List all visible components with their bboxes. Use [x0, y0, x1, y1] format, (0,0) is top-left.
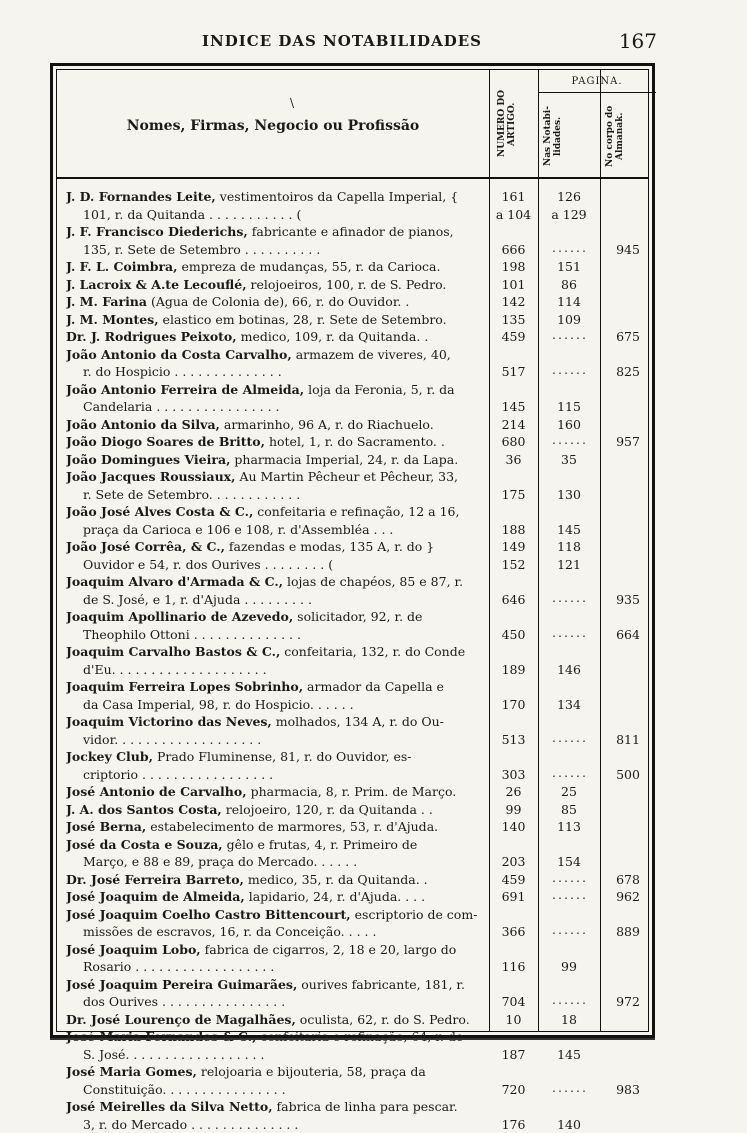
table-row [57, 626, 648, 644]
entry-text [83, 1081, 486, 1099]
entry-text [66, 976, 486, 994]
entry-description: praça da Carioca e 106 e 108, r. d'Assembléa . . . [83, 522, 393, 537]
table-row [57, 1011, 648, 1029]
artigo-number: 36 [489, 451, 538, 469]
entry-description: fazendas e modas, 135 A, r. do } [225, 539, 434, 554]
table-row [57, 836, 648, 854]
entry-text [66, 416, 486, 434]
table-row [57, 258, 648, 276]
entry-text [66, 801, 486, 819]
table-inner-border [56, 69, 649, 1032]
notabilidades-page: 145 [538, 521, 600, 539]
entry-description: fabrica de cigarros, 2, 18 e 20, largo do [201, 942, 457, 957]
table-row [57, 556, 648, 574]
entry-text [66, 836, 486, 854]
entry-text [66, 381, 486, 399]
table-row [57, 661, 648, 679]
entry-text [66, 888, 486, 906]
entry-description: loja da Feronia, 5, r. da [304, 382, 454, 397]
artigo-number: 303 [489, 766, 538, 784]
corpo-page: 945 [600, 241, 656, 259]
table-row [57, 888, 648, 906]
entry-description: medico, 109, r. da Quitanda. . [237, 329, 429, 344]
entry-description: armarinho, 96 A, r. do Riachuelo. [220, 417, 434, 432]
notabilidades-page: 134 [538, 696, 600, 714]
notabilidades-page: 160 [538, 416, 600, 434]
artigo-number: 135 [489, 311, 538, 329]
artigo-number: 188 [489, 521, 538, 539]
artigo-number: 145 [489, 398, 538, 416]
notabilidades-page: 85 [538, 801, 600, 819]
entry-name: J. D. Fornandes Leite, [66, 189, 216, 204]
entry-text [66, 818, 486, 836]
entry-name: J. F. L. Coimbra, [66, 259, 178, 274]
entry-text [66, 1063, 486, 1081]
entry-name: Jockey Club, [66, 749, 153, 764]
artigo-number: 214 [489, 416, 538, 434]
notabilidades-page: 99 [538, 958, 600, 976]
entry-text [83, 696, 486, 714]
artigo-number: 10 [489, 1011, 538, 1029]
table-row [57, 223, 648, 241]
table-row [57, 1098, 648, 1116]
entry-description: armazem de viveres, 40, [292, 347, 451, 362]
corpo-page: 500 [600, 766, 656, 784]
entry-description: fabrica de linha para pescar. [273, 1099, 458, 1114]
entry-text [66, 293, 486, 311]
artigo-number: 666 [489, 241, 538, 259]
notabilidades-page: 151 [538, 258, 600, 276]
entry-text [66, 1098, 486, 1116]
entry-name: J. F. Francisco Diederichs, [66, 224, 248, 239]
table-row [57, 748, 648, 766]
notabilidades-page: ...... [538, 871, 600, 889]
artigo-number: 704 [489, 993, 538, 1011]
entry-description: confeitaria, 132, r. do Conde [280, 644, 465, 659]
entry-text [83, 486, 486, 504]
table-row [57, 923, 648, 941]
entry-name: J. Lacroix & A.te Lecouflé, [66, 277, 247, 292]
corpo-page: 664 [600, 626, 656, 644]
artigo-number: 116 [489, 958, 538, 976]
entry-text [83, 626, 486, 644]
entry-description: relojoaria e bijouteria, 58, praça da [197, 1064, 426, 1079]
entry-name: João Antonio da Costa Carvalho, [66, 347, 292, 362]
table-row [57, 696, 648, 714]
entry-description: molhados, 134 A, r. do Ou- [272, 714, 444, 729]
table-row [57, 906, 648, 924]
entry-description: dos Ourives . . . . . . . . . . . . . . . . [83, 994, 285, 1009]
notabilidades-page: ...... [538, 626, 600, 644]
entry-description: criptorio . . . . . . . . . . . . . . . . . [83, 767, 273, 782]
name-column-header: Nomes, Firmas, Negocio ou Profissão [57, 118, 489, 134]
entry-text [83, 206, 486, 224]
entry-description: vidor. . . . . . . . . . . . . . . . . . . [83, 732, 261, 747]
table-row [57, 538, 648, 556]
entry-name: Dr. José Ferreira Barreto, [66, 872, 244, 887]
entry-name: José Maria Gomes, [66, 1064, 197, 1079]
artigo-number: 459 [489, 328, 538, 346]
entry-description: 101, r. da Quitanda . . . . . . . . . . . ( [83, 207, 301, 222]
artigo-number: 140 [489, 818, 538, 836]
entry-description: 135, r. Sete de Setembro . . . . . . . . . . [83, 242, 320, 257]
artigo-number: 176 [489, 1116, 538, 1133]
artigo-number: 99 [489, 801, 538, 819]
entry-name: Joaquim Victorino das Neves, [66, 714, 272, 729]
notabilidades-page: 25 [538, 783, 600, 801]
entry-description: Março, e 88 e 89, praça do Mercado. . . . . . [83, 854, 357, 869]
notabilidades-page: ...... [538, 1081, 600, 1099]
entry-description: Theophilo Ottoni . . . . . . . . . . . . . . [83, 627, 301, 642]
entry-description: elastico em botinas, 28, r. Sete de Setembro. [159, 312, 447, 327]
notabilidades-page: 140 [538, 1116, 600, 1133]
entry-text [83, 521, 486, 539]
artigo-number: 366 [489, 923, 538, 941]
entry-text [66, 346, 486, 364]
table-row [57, 608, 648, 626]
entry-text [66, 643, 486, 661]
artigo-number: 101 [489, 276, 538, 294]
artigo-number: 459 [489, 871, 538, 889]
table-row [57, 678, 648, 696]
entry-description: gêlo e frutas, 4, r. Primeiro de [223, 837, 418, 852]
entry-name: José Meirelles da Silva Netto, [66, 1099, 273, 1114]
notabilidades-page: 35 [538, 451, 600, 469]
artigo-number: 203 [489, 853, 538, 871]
entry-description: confeitaria e refinação, 64, r. de [256, 1029, 463, 1044]
table-row [57, 1116, 648, 1133]
notabilidades-page: ...... [538, 993, 600, 1011]
table-row [57, 503, 648, 521]
corpo-page: 675 [600, 328, 656, 346]
entry-name: Joaquim Carvalho Bastos & C., [66, 644, 280, 659]
entry-name: José da Costa e Souza, [66, 837, 223, 852]
entry-name: Joaquim Apollinario de Azevedo, [66, 609, 293, 624]
entry-text [83, 591, 486, 609]
notabilidades-page: ...... [538, 328, 600, 346]
artigo-number: 187 [489, 1046, 538, 1064]
table-row [57, 801, 648, 819]
entry-text [66, 328, 486, 346]
entry-name: José Joaquim Lobo, [66, 942, 201, 957]
notabilidades-page: 115 [538, 398, 600, 416]
entry-text [66, 311, 486, 329]
entry-description: oculista, 62, r. do S. Pedro. [296, 1012, 470, 1027]
corpo-page: 811 [600, 731, 656, 749]
artigo-number: 513 [489, 731, 538, 749]
table-row [57, 328, 648, 346]
notabilidades-page: 18 [538, 1011, 600, 1029]
notabilidades-page: 154 [538, 853, 600, 871]
table-row [57, 1063, 648, 1081]
entry-description: da Casa Imperial, 98, r. do Hospicio. . . . . . [83, 697, 354, 712]
notabilidades-page: ...... [538, 591, 600, 609]
table-row [57, 381, 648, 399]
table-row [57, 871, 648, 889]
entry-text [66, 503, 486, 521]
entry-name: João Antonio da Silva, [66, 417, 220, 432]
entry-description: Candelaria . . . . . . . . . . . . . . . . [83, 399, 280, 414]
entry-text [66, 188, 486, 206]
entry-text [66, 748, 486, 766]
entry-text [83, 1046, 486, 1064]
table-row [57, 591, 648, 609]
page-number: 167 [619, 29, 657, 53]
entry-text [66, 433, 486, 451]
entry-text [66, 258, 486, 276]
entry-name: Joaquim Alvaro d'Armada & C., [66, 574, 283, 589]
entry-description: vestimentoiros da Capella Imperial, { [216, 189, 458, 204]
entry-description: Ouvidor e 54, r. dos Ourives . . . . . . . . ( [83, 557, 333, 572]
entry-text [83, 958, 486, 976]
table-body [57, 188, 648, 1133]
table-row [57, 311, 648, 329]
corpo-page: 983 [600, 1081, 656, 1099]
entry-description: empreza de mudanças, 55, r. da Carioca. [178, 259, 441, 274]
table-row [57, 958, 648, 976]
entry-text [83, 363, 486, 381]
table-row [57, 818, 648, 836]
table-row [57, 363, 648, 381]
artigo-number: 646 [489, 591, 538, 609]
table-row [57, 206, 648, 224]
entry-description: hotel, 1, r. do Sacramento. . [265, 434, 445, 449]
entry-text [66, 941, 486, 959]
entry-text [83, 731, 486, 749]
entry-description: Au Martin Pêcheur et Pêcheur, 33, [235, 469, 458, 484]
table-row [57, 276, 648, 294]
entry-description: lojas de chapéos, 85 e 87, r. [283, 574, 463, 589]
entry-name: José Berna, [66, 819, 146, 834]
artigo-number: 189 [489, 661, 538, 679]
entry-text [66, 871, 486, 889]
entry-description: medico, 35, r. da Quitanda. . [244, 872, 428, 887]
table-row [57, 1028, 648, 1046]
numero-column-header: NUMERO DO ARTIGO. [497, 84, 531, 164]
table-row [57, 1046, 648, 1064]
notabilidades-page: ...... [538, 731, 600, 749]
corpo-page: 889 [600, 923, 656, 941]
artigo-number: 170 [489, 696, 538, 714]
entry-text [66, 538, 486, 556]
entry-text [66, 1011, 486, 1029]
table-row [57, 451, 648, 469]
entry-description: r. Sete de Setembro. . . . . . . . . . . . [83, 487, 300, 502]
table-row [57, 486, 648, 504]
table-row [57, 468, 648, 486]
notabilidades-page: 113 [538, 818, 600, 836]
entry-description: pharmacia, 8, r. Prim. de Março. [247, 784, 457, 799]
entry-text [83, 661, 486, 679]
table-row [57, 416, 648, 434]
corpo-page: 678 [600, 871, 656, 889]
table-row [57, 433, 648, 451]
entry-description: relojoeiros, 100, r. de S. Pedro. [247, 277, 447, 292]
entry-text [83, 241, 486, 259]
artigo-number: a 104 [489, 206, 538, 224]
entry-description: estabelecimento de marmores, 53, r. d'Ajuda. [146, 819, 438, 834]
entry-text [83, 853, 486, 871]
entry-name: José Joaquim Pereira Guimarães, [66, 977, 297, 992]
entry-text [83, 993, 486, 1011]
entry-text [83, 923, 486, 941]
entry-text [66, 783, 486, 801]
entry-name: João Antonio Ferreira de Almeida, [66, 382, 304, 397]
table-row [57, 241, 648, 259]
entry-text [83, 1116, 486, 1133]
pagina-header: PAGINA. [538, 76, 656, 93]
entry-text [66, 468, 486, 486]
entry-description: solicitador, 92, r. de [293, 609, 422, 624]
entry-description: r. do Hospicio . . . . . . . . . . . . . . [83, 364, 282, 379]
entry-name: José Antonio de Carvalho, [66, 784, 247, 799]
table-row [57, 941, 648, 959]
entry-text [66, 223, 486, 241]
table-row [57, 346, 648, 364]
corpo-page: 962 [600, 888, 656, 906]
artigo-number: 680 [489, 433, 538, 451]
artigo-number: 720 [489, 1081, 538, 1099]
notabilidades-page: 146 [538, 661, 600, 679]
entry-description: confeitaria e refinação, 12 a 16, [253, 504, 459, 519]
entry-name: Dr. José Lourenço de Magalhães, [66, 1012, 296, 1027]
index-table [50, 63, 655, 1038]
entry-name: João Diogo Soares de Britto, [66, 434, 265, 449]
table-row [57, 521, 648, 539]
entry-description: 3, r. do Mercado . . . . . . . . . . . . . . [83, 1117, 298, 1132]
entry-text [83, 398, 486, 416]
table-row [57, 573, 648, 591]
table-row [57, 853, 648, 871]
entry-description: Constituição. . . . . . . . . . . . . . . . [83, 1082, 286, 1097]
corpo-column-header: No corpo do Almanak. [605, 100, 653, 172]
table-row [57, 783, 648, 801]
entry-description: escriptorio de com- [351, 907, 478, 922]
entry-name: Joaquim Ferreira Lopes Sobrinho, [66, 679, 303, 694]
entry-name: J. A. dos Santos Costa, [66, 802, 222, 817]
table-row [57, 993, 648, 1011]
entry-description: S. José. . . . . . . . . . . . . . . . . . [83, 1047, 264, 1062]
entry-text [66, 276, 486, 294]
entry-description: Prado Fluminense, 81, r. do Ouvidor, es- [153, 749, 412, 764]
table-row [57, 1081, 648, 1099]
entry-description: pharmacia Imperial, 24, r. da Lapa. [230, 452, 458, 467]
notabilidades-page: 118 [538, 538, 600, 556]
artigo-number: 26 [489, 783, 538, 801]
notabilidades-page: 130 [538, 486, 600, 504]
entry-name: José Maria Fernandes & C., [66, 1029, 256, 1044]
bottom-rule [50, 1038, 655, 1040]
entry-text [66, 678, 486, 696]
entry-name: Dr. J. Rodrigues Peixoto, [66, 329, 237, 344]
entry-text [66, 906, 486, 924]
entry-text [83, 556, 486, 574]
corpo-page: 935 [600, 591, 656, 609]
corpo-page: 825 [600, 363, 656, 381]
header-mark: \ [290, 96, 294, 110]
entry-text [66, 573, 486, 591]
corpo-page: 957 [600, 433, 656, 451]
notabilidades-page: ...... [538, 766, 600, 784]
entry-text [66, 1028, 486, 1046]
notabilidades-page: ...... [538, 241, 600, 259]
artigo-number: 517 [489, 363, 538, 381]
page-title: INDICE DAS NOTABILIDADES [202, 32, 482, 50]
entry-description: (Agua de Colonia de), 66, r. do Ouvidor. . [147, 294, 409, 309]
entry-name: José Joaquim Coelho Castro Bittencourt, [66, 907, 351, 922]
artigo-number: 450 [489, 626, 538, 644]
artigo-number: 691 [489, 888, 538, 906]
notabilidades-page: ...... [538, 433, 600, 451]
entry-text [66, 608, 486, 626]
entry-description: armador da Capella e [303, 679, 444, 694]
table-row [57, 293, 648, 311]
entry-description: de S. José, e 1, r. d'Ajuda . . . . . . . . . [83, 592, 312, 607]
notabilidades-page: 86 [538, 276, 600, 294]
entry-description: lapidario, 24, r. d'Ajuda. . . . [245, 889, 425, 904]
table-row [57, 766, 648, 784]
entry-description: missões de escravos, 16, r. da Conceição. . . . . [83, 924, 376, 939]
entry-name: João José Corrêa, & C., [66, 539, 225, 554]
artigo-number: 198 [489, 258, 538, 276]
notabilidades-page: 145 [538, 1046, 600, 1064]
table-row [57, 398, 648, 416]
notabilidades-page: 126 [538, 188, 600, 206]
notabilidades-page: ...... [538, 923, 600, 941]
entry-name: J. M. Montes, [66, 312, 159, 327]
entry-text [66, 451, 486, 469]
artigo-number: 152 [489, 556, 538, 574]
table-row [57, 731, 648, 749]
entry-text [66, 713, 486, 731]
artigo-number: 161 [489, 188, 538, 206]
table-header [57, 70, 648, 179]
table-row [57, 976, 648, 994]
entry-name: João Jacques Roussiaux, [66, 469, 235, 484]
entry-description: d'Eu. . . . . . . . . . . . . . . . . . . . [83, 662, 267, 677]
entry-description: Rosario . . . . . . . . . . . . . . . . . . [83, 959, 274, 974]
entry-name: J. M. Farina [66, 294, 147, 309]
notabilidades-page: 121 [538, 556, 600, 574]
notabilidades-page: 109 [538, 311, 600, 329]
corpo-page: 972 [600, 993, 656, 1011]
table-row [57, 188, 648, 206]
notabilidades-column-header: Nas Notabi- lidades. [543, 100, 595, 172]
notabilidades-page: ...... [538, 363, 600, 381]
artigo-number: 175 [489, 486, 538, 504]
table-row [57, 643, 648, 661]
notabilidades-page: 114 [538, 293, 600, 311]
entry-name: José Joaquim de Almeida, [66, 889, 245, 904]
table-row [57, 713, 648, 731]
artigo-number: 149 [489, 538, 538, 556]
entry-description: relojoeiro, 120, r. da Quitanda . . [222, 802, 433, 817]
entry-description: fabricante e afinador de pianos, [248, 224, 454, 239]
entry-description: ourives fabricante, 181, r. [297, 977, 465, 992]
entry-name: João José Alves Costa & C., [66, 504, 253, 519]
notabilidades-page: ...... [538, 888, 600, 906]
entry-name: João Domingues Vieira, [66, 452, 230, 467]
entry-text [83, 766, 486, 784]
artigo-number: 142 [489, 293, 538, 311]
page-header [52, 32, 657, 54]
notabilidades-page: a 129 [538, 206, 600, 224]
